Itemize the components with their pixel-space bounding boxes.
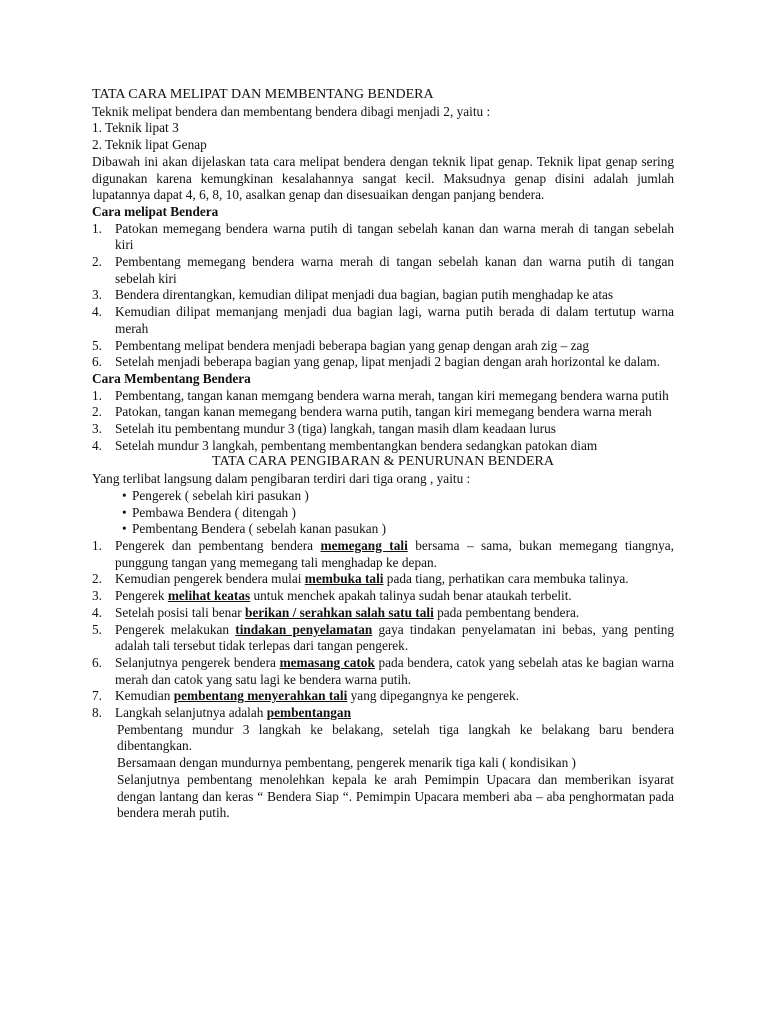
item-number: 4.	[92, 437, 102, 453]
step-text: untuk menchek apakah talinya sudah benar ataukah terbelit.	[250, 588, 572, 604]
item-number: 1.	[92, 387, 102, 403]
step-number: 8.	[92, 705, 102, 721]
item-text: Patokan memegang bendera warna putih di tangan sebelah kanan dan warna merah di tangan sebelah kiri	[115, 220, 674, 253]
step-text: pada pembentang bendera.	[433, 604, 580, 620]
item-text: Kemudian dilipat memanjang menjadi dua bagian lagi, warna putih berada di dalam tertutup warna merah	[115, 304, 674, 336]
item-number: 5.	[92, 337, 102, 353]
step-text: Langkah selanjutnya adalah	[115, 705, 267, 721]
detail-paragraph: Bersamaan dengan mundurnya pembentang, pengerek menarik tiga kali ( kondisikan )	[117, 755, 576, 771]
step-text: Kemudian pengerek bendera mulai	[115, 571, 305, 587]
detail-paragraph: Selanjutnya pembentang menolehkan kepala ke arah Pemimpin Upacara dan memberikan isyarat dengan lantang dan keras “ Bendera Siap “. Pemimpin Upacara memberi aba – aba penghormatan pada bendera merah putih.	[117, 771, 674, 821]
step-text: pada tiang, perhatikan cara membuka talinya.	[383, 571, 629, 587]
section-heading-membentang: Cara Membentang Bendera	[92, 370, 251, 386]
list-item	[92, 254, 674, 287]
item-number: 3.	[92, 287, 102, 303]
step-text: Pengerek melakukan	[115, 621, 236, 637]
step-keyword: membuka tali	[304, 571, 384, 587]
step-text: pada bendera, catok yang sebelah atas ke bagian warna merah dan catok yang satu lagi ke bendera warna putih.	[115, 654, 674, 687]
step-item	[92, 655, 674, 688]
step-keyword: pembentang menyerahkan tali	[173, 688, 348, 704]
item-number: 4.	[92, 304, 102, 320]
step-number: 3.	[92, 588, 102, 604]
step-item	[92, 688, 674, 705]
item-text: Setelah menjadi beberapa bagian yang genap, lipat menjadi 2 bagian dengan arah horizontal ke dalam.	[115, 354, 660, 370]
list-item	[92, 354, 674, 371]
section-heading-melipat: Cara melipat Bendera	[92, 203, 219, 219]
step-number: 4.	[92, 604, 102, 620]
step-text: Kemudian	[115, 688, 174, 704]
item-number: 2.	[92, 404, 102, 420]
step-number: 2.	[92, 571, 102, 587]
step-item	[92, 605, 674, 622]
step-text: gaya tindakan penyelamatan ini bebas, yang penting adalah tali tersebut tidak terlepas dari tangan pengerek.	[115, 621, 674, 654]
step-keyword: memasang catok	[279, 654, 375, 670]
step-item	[92, 538, 674, 571]
list-item	[92, 404, 674, 421]
role-item: • Pembawa Bendera ( ditengah )	[122, 505, 674, 522]
teknik-item: 2. Teknik lipat Genap	[92, 137, 207, 153]
list-item	[92, 388, 674, 405]
step-number: 5.	[92, 621, 102, 637]
membentang-list	[92, 388, 674, 455]
list-item	[92, 221, 674, 254]
item-number: 6.	[92, 354, 102, 370]
item-text: Setelah itu pembentang mundur 3 (tiga) langkah, tangan masih dlam keadaan lurus	[115, 421, 556, 437]
list-item	[92, 287, 674, 304]
step-text: Selanjutnya pengerek bendera	[115, 654, 280, 670]
list-item	[92, 438, 674, 455]
document-page	[92, 87, 674, 822]
item-text: Patokan, tangan kanan memegang bendera warna putih, tangan kiri memegang bendera warna merah	[115, 404, 652, 420]
step-item	[92, 588, 674, 605]
step-keyword: berikan / serahkan salah satu tali	[244, 604, 434, 620]
step-text: Setelah posisi tali benar	[115, 604, 245, 620]
step-keyword: memegang tali	[320, 537, 408, 553]
step-text: yang dipegangnya ke pengerek.	[347, 688, 520, 704]
teknik-item: 1. Teknik lipat 3	[92, 120, 179, 136]
step-keyword: pembentangan	[266, 705, 351, 721]
item-text: Bendera direntangkan, kemudian dilipat menjadi dua bagian, bagian putih menghadap ke atas	[115, 287, 614, 303]
page-title: TATA CARA MELIPAT DAN MEMBENTANG BENDERA	[92, 87, 434, 102]
melipat-list	[92, 221, 674, 371]
step-item	[92, 622, 674, 655]
item-text: Pembentang, tangan kanan memgang bendera warna merah, tangan kiri memegang bendera warna putih	[115, 387, 669, 403]
item-number: 1.	[92, 220, 102, 236]
detail-paragraph: Pembentang mundur 3 langkah ke belakang, setelah tiga langkah ke belakang baru bendera dibentangkan.	[117, 721, 674, 754]
item-number: 2.	[92, 254, 102, 270]
item-text: Pembentang melipat bendera menjadi beberapa bagian yang genap dengan arah zig – zag	[115, 337, 590, 353]
step-item	[92, 705, 674, 722]
item-number: 3.	[92, 421, 102, 437]
role-item: • Pengerek ( sebelah kiri pasukan )	[122, 488, 674, 505]
step-text: bersama – sama, bukan memegang tiangnya, punggung tangan yang memegang tali menghadap ke depan.	[115, 537, 674, 570]
paragraph-genap: Dibawah ini akan dijelaskan tata cara melipat bendera dengan teknik lipat genap. Teknik lipat genap sering digunakan karena kemungkinan kesalahannya sangat kecil. Maksudnya genap disini adalah jumlah lupatannya dapat 4, 6, 8, 10, asalkan genap dan disesuaikan dengan panjang bendera.	[92, 153, 674, 203]
step-item	[92, 571, 674, 588]
item-text: Pembentang memegang bendera warna merah di tangan sebelah kanan dan warna putih di tangan sebelah kiri	[115, 254, 674, 286]
list-item	[92, 304, 674, 337]
step-number: 6.	[92, 654, 102, 670]
step-keyword: tindakan penyelamatan	[235, 621, 373, 637]
intro-text: Teknik melipat bendera dan membentang bendera dibagi menjadi 2, yaitu :	[92, 103, 491, 119]
roles-list	[92, 488, 674, 538]
role-item: • Pembentang Bendera ( sebelah kanan pasukan )	[122, 521, 674, 538]
step-number: 1.	[92, 537, 102, 553]
step-number: 7.	[92, 688, 102, 704]
step-text: Pengerek	[115, 588, 168, 604]
step-text: Pengerek dan pembentang bendera	[115, 537, 321, 553]
section-heading-pengibaran: TATA CARA PENGIBARAN & PENURUNAN BENDERA	[212, 454, 554, 470]
list-item	[92, 338, 674, 355]
pengibaran-intro: Yang terlibat langsung dalam pengibaran terdiri dari tiga orang , yaitu :	[92, 471, 471, 487]
step-keyword: melihat keatas	[167, 588, 251, 604]
pengibaran-steps	[92, 538, 674, 722]
list-item	[92, 421, 674, 438]
item-text: Setelah mundur 3 langkah, pembentang membentangkan bendera sedangkan patokan diam	[115, 437, 598, 453]
